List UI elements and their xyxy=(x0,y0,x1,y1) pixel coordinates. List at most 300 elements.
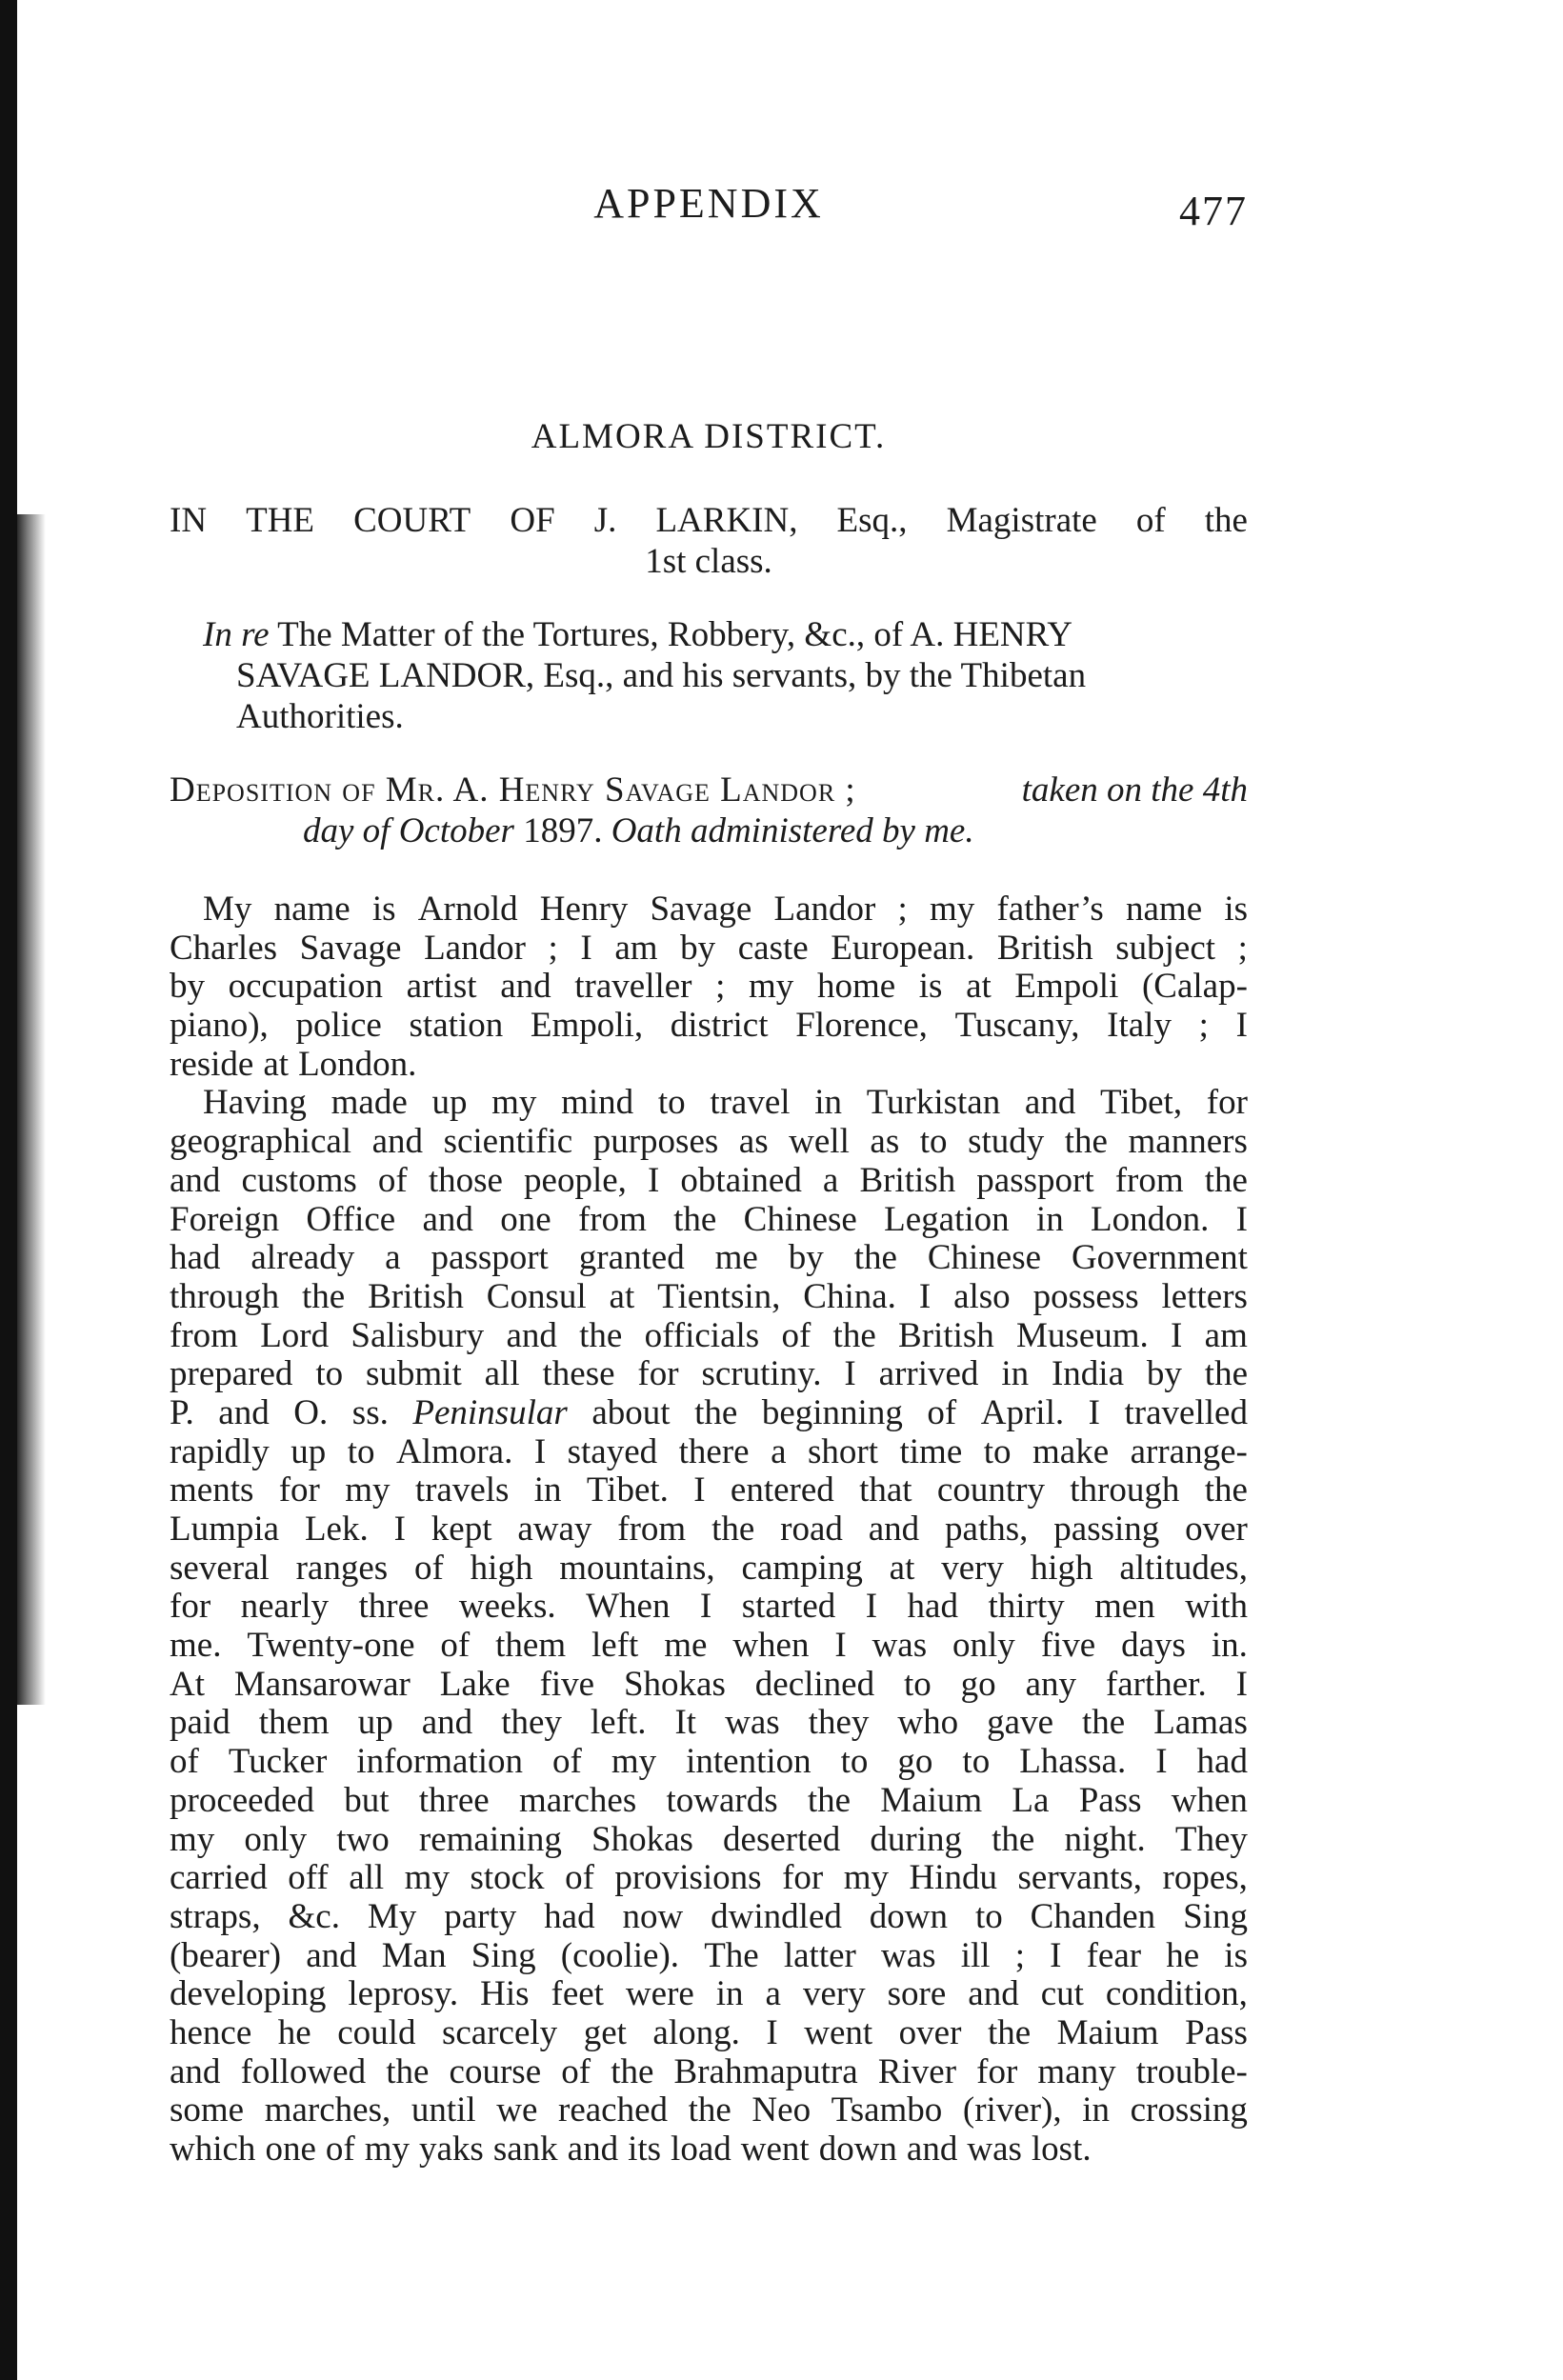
word: get xyxy=(583,2012,627,2052)
word: I xyxy=(865,1587,878,1627)
word: one xyxy=(265,2130,316,2169)
word: short xyxy=(808,1431,878,1471)
word: these xyxy=(542,1354,615,1394)
word: there xyxy=(678,1431,750,1471)
word: When xyxy=(586,1587,671,1627)
word: when xyxy=(1171,1780,1248,1820)
word: very xyxy=(802,1974,866,2014)
word: camping xyxy=(741,1548,863,1588)
word: nearly xyxy=(240,1587,330,1627)
word: European. xyxy=(831,928,975,968)
word: scientific xyxy=(443,1122,573,1162)
word: the xyxy=(992,1819,1035,1859)
word: night. xyxy=(1064,1819,1146,1859)
word: Florence, xyxy=(795,1006,928,1046)
word: to xyxy=(962,1742,991,1782)
word: is xyxy=(918,967,943,1007)
word: five xyxy=(1040,1626,1096,1666)
word: dwindled xyxy=(711,1896,842,1936)
word: were xyxy=(625,1974,694,2014)
word: from xyxy=(617,1510,687,1549)
word: Chinese xyxy=(927,1238,1042,1278)
word: name xyxy=(273,890,351,929)
word: to xyxy=(315,1354,344,1394)
word: course xyxy=(449,2051,542,2091)
word: in xyxy=(1001,1354,1030,1394)
word: Empoli, xyxy=(530,1006,644,1046)
paragraph-2-line xyxy=(170,1162,1248,1201)
word: in xyxy=(814,1083,843,1123)
paragraph-2-line xyxy=(170,1821,1248,1860)
word: It xyxy=(674,1703,697,1743)
word: artist xyxy=(406,967,477,1007)
word: any xyxy=(1025,1664,1076,1704)
paragraph-2-line xyxy=(170,2053,1248,2092)
word: when xyxy=(732,1626,810,1666)
word: during xyxy=(870,1819,963,1859)
word: Savage xyxy=(299,928,402,968)
word: had xyxy=(1196,1742,1248,1782)
running-head xyxy=(170,179,1248,236)
word: the xyxy=(611,2051,654,2091)
page-number: 477 xyxy=(1179,188,1248,234)
word: I xyxy=(1155,1742,1168,1782)
paragraph-2-line xyxy=(170,2014,1248,2053)
word: went xyxy=(740,2130,810,2169)
court-heading-word: the xyxy=(1204,501,1248,540)
word: Tucker xyxy=(228,1742,328,1782)
word: caste xyxy=(737,928,809,968)
word: entered xyxy=(730,1470,834,1510)
word: is xyxy=(1224,1935,1248,1975)
court-heading xyxy=(170,500,1248,582)
word: I xyxy=(693,1470,706,1510)
word: ; xyxy=(1198,1006,1209,1046)
court-heading-word: OF xyxy=(510,501,555,540)
word: started xyxy=(741,1587,836,1627)
in-re-line1-text: The Matter of the Tortures, Robbery, &c., of A. HENRY xyxy=(277,615,1073,654)
word: scarcely xyxy=(441,2012,558,2052)
word: the xyxy=(853,1238,897,1278)
paragraph-2-line xyxy=(170,1317,1248,1356)
paragraph-2-line xyxy=(170,1859,1248,1898)
word: was xyxy=(872,1626,928,1666)
word: I xyxy=(1235,1006,1248,1046)
word: by xyxy=(170,967,205,1007)
word: to xyxy=(840,1742,869,1782)
word: customs xyxy=(241,1160,357,1200)
word: to xyxy=(347,1431,375,1471)
word: mountains, xyxy=(559,1548,715,1588)
word: my xyxy=(843,1858,890,1898)
word: me xyxy=(664,1626,708,1666)
word: to xyxy=(919,1122,948,1162)
deposition-title: Deposition of Mr. A. Henry Savage Landor ; xyxy=(170,770,856,810)
word: farther. xyxy=(1105,1664,1207,1704)
deposition-year: 1897. xyxy=(523,811,603,850)
word: gave xyxy=(987,1703,1053,1743)
word: at xyxy=(263,1044,290,1084)
word: London. xyxy=(298,1044,417,1084)
word: Tibet, xyxy=(1100,1083,1183,1123)
word: submit xyxy=(365,1354,462,1394)
word: occupation xyxy=(228,967,383,1007)
deposition-body xyxy=(170,890,1248,2170)
word: officials xyxy=(644,1315,760,1355)
word: Foreign xyxy=(170,1199,280,1239)
paragraph-2-line xyxy=(170,1975,1248,2014)
word: His xyxy=(480,1974,530,2014)
word: left xyxy=(591,1626,639,1666)
word: to xyxy=(974,1896,1003,1936)
word: reside xyxy=(170,1044,254,1084)
word: one xyxy=(500,1199,551,1239)
word: remaining xyxy=(418,1819,562,1859)
word: My xyxy=(203,890,252,929)
word: name xyxy=(1126,890,1203,929)
word: is xyxy=(371,890,396,929)
word: had xyxy=(544,1896,595,1936)
word: Pass xyxy=(1078,1780,1142,1820)
word: which xyxy=(170,2130,256,2169)
word: ss. xyxy=(351,1392,389,1432)
word: the xyxy=(1204,1470,1248,1510)
word: days xyxy=(1121,1626,1186,1666)
word: for xyxy=(976,2051,1018,2091)
word: through xyxy=(170,1276,280,1316)
word: yaks xyxy=(418,2130,484,2169)
word: to xyxy=(983,1431,1012,1471)
paragraph-2-line xyxy=(170,1278,1248,1317)
word: my xyxy=(930,890,975,929)
word: those xyxy=(428,1160,503,1200)
word: I xyxy=(834,1626,847,1666)
word: them xyxy=(258,1703,330,1743)
paragraph-2-line xyxy=(170,1201,1248,1240)
word: marches, xyxy=(264,2090,391,2130)
paragraph-1-line xyxy=(170,890,1248,930)
word: piano), xyxy=(170,1006,269,1046)
in-re-line2: SAVAGE LANDOR, Esq., and his servants, by the Thibetan xyxy=(236,656,1087,695)
word: and xyxy=(1024,1083,1076,1123)
district-heading: ALMORA DISTRICT. xyxy=(531,417,887,456)
word: Shokas xyxy=(623,1664,726,1704)
word: lost. xyxy=(1031,2130,1092,2169)
word: Hindu xyxy=(909,1858,998,1898)
word: two xyxy=(336,1819,390,1859)
word: prepared xyxy=(170,1354,293,1394)
in-re-block xyxy=(170,614,1248,737)
word: travels xyxy=(414,1470,510,1510)
word: carried xyxy=(170,1858,268,1898)
word: in xyxy=(1035,1199,1064,1239)
word: Lhassa. xyxy=(1019,1742,1127,1782)
word: my xyxy=(611,1742,657,1782)
word: (bearer) xyxy=(170,1935,282,1975)
word: traveller xyxy=(574,967,692,1007)
paragraph-2-line xyxy=(170,1666,1248,1705)
word: Twenty-one xyxy=(247,1626,415,1666)
word: up xyxy=(431,1083,468,1123)
word: Chinese xyxy=(743,1199,857,1239)
page-binding-shadow xyxy=(17,514,46,1705)
word: of xyxy=(325,2130,355,2169)
word: (Calap- xyxy=(1141,967,1248,1007)
word: I xyxy=(699,1587,712,1627)
word: could xyxy=(337,2012,416,2052)
word: many xyxy=(1037,2051,1116,2091)
word: subject xyxy=(1115,928,1216,968)
word: for xyxy=(637,1354,679,1394)
word: Legation xyxy=(884,1199,1010,1239)
word: intention xyxy=(686,1742,812,1782)
word: My xyxy=(367,1896,417,1936)
word: the xyxy=(302,1276,346,1316)
word: and xyxy=(506,1315,557,1355)
word: Pass xyxy=(1185,2012,1248,2052)
word: of xyxy=(561,2051,591,2091)
word: La xyxy=(1012,1780,1050,1820)
word: Almora. xyxy=(396,1431,513,1471)
deposition-line2 xyxy=(170,810,1248,851)
word: its xyxy=(628,2130,662,2169)
court-heading-word: Magistrate xyxy=(946,501,1097,540)
word: road xyxy=(780,1510,843,1549)
word: geographical xyxy=(170,1122,352,1162)
word: very xyxy=(941,1548,1004,1588)
word: already xyxy=(250,1238,355,1278)
court-heading-line1 xyxy=(170,500,1248,541)
word: Tuscany, xyxy=(954,1006,1080,1046)
paragraph-2-line xyxy=(170,1239,1248,1278)
word: I xyxy=(393,1510,406,1549)
word: India xyxy=(1051,1354,1125,1394)
word: developing xyxy=(170,1974,327,2014)
paragraph-2-line xyxy=(170,1743,1248,1782)
word: Italy xyxy=(1107,1006,1172,1046)
word: go xyxy=(960,1664,996,1704)
word: Landor xyxy=(424,928,526,968)
word: mind xyxy=(561,1083,634,1123)
word: beginning xyxy=(761,1392,903,1432)
word: until xyxy=(411,2090,476,2130)
word: up xyxy=(291,1431,327,1471)
word: Consul xyxy=(486,1276,587,1316)
word: rapidly xyxy=(170,1431,270,1471)
paragraph-1-line xyxy=(170,930,1248,969)
word: the xyxy=(579,1315,623,1355)
word: granted xyxy=(578,1238,685,1278)
word: Mansarowar xyxy=(233,1664,411,1704)
word: Tsambo xyxy=(831,2090,943,2130)
paragraph-2-line xyxy=(170,1627,1248,1666)
word: Lord xyxy=(260,1315,330,1355)
word: he xyxy=(1166,1935,1200,1975)
word: proceeded xyxy=(170,1780,315,1820)
word: the xyxy=(1204,1354,1248,1394)
paragraph-2-line xyxy=(170,1550,1248,1589)
word: ; xyxy=(548,928,558,968)
word: provisions xyxy=(614,1858,762,1898)
word: possess xyxy=(1032,1276,1139,1316)
word: off xyxy=(288,1858,329,1898)
word: by xyxy=(680,928,716,968)
word: all xyxy=(484,1354,520,1394)
word: country xyxy=(936,1470,1045,1510)
word: of xyxy=(440,1626,471,1666)
word: I xyxy=(580,928,592,968)
word: made xyxy=(331,1083,408,1123)
word: ; xyxy=(1014,1935,1025,1975)
word: hence xyxy=(170,2012,252,2052)
word: I xyxy=(766,2012,778,2052)
paragraph-2-line xyxy=(170,1704,1248,1743)
word: the xyxy=(694,1392,738,1432)
word: I xyxy=(1171,1315,1183,1355)
word: Landor xyxy=(773,890,876,929)
word: my xyxy=(491,1083,537,1123)
word: well xyxy=(789,1122,850,1162)
word: Chanden xyxy=(1030,1896,1156,1936)
deposition-taken: taken on the 4th xyxy=(1021,770,1248,810)
word: through xyxy=(1070,1470,1180,1510)
word: I xyxy=(533,1431,547,1471)
word: the xyxy=(1204,1160,1248,1200)
word: weeks. xyxy=(458,1587,556,1627)
word: Sing xyxy=(1183,1896,1248,1936)
word: of xyxy=(927,1392,957,1432)
word: passport xyxy=(431,1238,549,1278)
court-heading-word: LARKIN, xyxy=(655,501,798,540)
word: for xyxy=(1206,1083,1248,1123)
word: leprosy. xyxy=(348,1974,459,2014)
word: along. xyxy=(652,2012,740,2052)
word: as xyxy=(870,1122,900,1162)
word: of xyxy=(170,1742,199,1782)
running-title: APPENDIX xyxy=(593,180,824,227)
word: the xyxy=(688,2090,731,2130)
word: me xyxy=(714,1238,758,1278)
word: from xyxy=(1114,1160,1184,1200)
word: manners xyxy=(1128,1122,1248,1162)
word: Savage xyxy=(650,890,752,929)
word: some xyxy=(170,2090,245,2130)
word: Office xyxy=(306,1199,396,1239)
word: and xyxy=(422,1199,473,1239)
word: River xyxy=(877,2051,957,2091)
paragraph-2-line xyxy=(170,2091,1248,2130)
paragraph-2-line xyxy=(170,1898,1248,1937)
word: went xyxy=(804,2012,873,2052)
word: of xyxy=(413,1548,444,1588)
word: British xyxy=(859,1160,956,1200)
word: three xyxy=(418,1780,490,1820)
court-heading-word: IN xyxy=(170,501,208,540)
word: stock xyxy=(470,1858,545,1898)
word: and xyxy=(170,1160,221,1200)
word: the xyxy=(832,1315,876,1355)
word: in. xyxy=(1211,1626,1248,1666)
word: Tientsin, xyxy=(657,1276,781,1316)
word: reached xyxy=(558,2090,669,2130)
word: purposes xyxy=(592,1122,719,1162)
word: men xyxy=(1094,1587,1155,1627)
word: make xyxy=(1032,1431,1110,1471)
word: of xyxy=(377,1160,408,1200)
paragraph-2-line xyxy=(170,1588,1248,1627)
word: from xyxy=(170,1315,238,1355)
word: I xyxy=(844,1354,856,1394)
word: over xyxy=(898,2012,962,2052)
word: time xyxy=(899,1431,963,1471)
word: cut xyxy=(1040,1974,1084,2014)
word: I xyxy=(1235,1664,1248,1704)
word: Salisbury xyxy=(351,1315,485,1355)
word: in xyxy=(533,1470,562,1510)
court-heading-word: of xyxy=(1135,501,1166,540)
word: Turkistan xyxy=(866,1083,1001,1123)
word: ; xyxy=(715,967,726,1007)
word: British xyxy=(368,1276,464,1316)
word: district xyxy=(670,1006,769,1046)
word: British xyxy=(898,1315,994,1355)
word: my xyxy=(345,1470,391,1510)
word: the xyxy=(1082,1703,1126,1743)
word: and xyxy=(567,2130,619,2169)
paragraph-2-line xyxy=(170,1084,1248,1123)
word: police xyxy=(295,1006,382,1046)
word: that xyxy=(859,1470,912,1510)
word: over xyxy=(1185,1510,1248,1549)
word: in xyxy=(715,1974,744,2014)
word: now xyxy=(622,1896,684,1936)
word: my xyxy=(404,1858,450,1898)
word: people, xyxy=(524,1160,627,1200)
word: servants, xyxy=(1017,1858,1143,1898)
word: Charles xyxy=(170,928,278,968)
word: deserted xyxy=(723,1819,841,1859)
word: (river), xyxy=(962,2090,1062,2130)
paragraph-2-line xyxy=(170,1937,1248,1976)
word: the xyxy=(711,1510,755,1549)
word: up xyxy=(357,1703,393,1743)
word: Man xyxy=(381,1935,447,1975)
word: my xyxy=(749,967,794,1007)
book-page xyxy=(170,0,1248,2380)
word: load xyxy=(671,2130,731,2169)
word: &c. xyxy=(288,1896,340,1936)
paragraph-1-line xyxy=(170,1046,1248,1085)
paragraph-2-line xyxy=(170,1394,1248,1433)
word: and xyxy=(868,1510,920,1549)
word: P. xyxy=(170,1392,194,1432)
deposition-heading xyxy=(170,770,1248,851)
word: They xyxy=(1174,1819,1248,1859)
word: travel xyxy=(710,1083,791,1123)
court-heading-word: COURT xyxy=(353,501,471,540)
word: trouble- xyxy=(1135,2051,1248,2091)
word: of xyxy=(781,1315,812,1355)
word: Lumpia xyxy=(170,1510,280,1549)
word: Brahmaputra xyxy=(673,2051,858,2091)
word: Government xyxy=(1071,1238,1248,1278)
word: a xyxy=(771,1431,787,1471)
word: feet xyxy=(551,1974,604,2014)
word: Maium xyxy=(1056,2012,1159,2052)
word: kept xyxy=(431,1510,492,1549)
word: all xyxy=(349,1858,385,1898)
court-heading-word: Esq., xyxy=(836,501,908,540)
